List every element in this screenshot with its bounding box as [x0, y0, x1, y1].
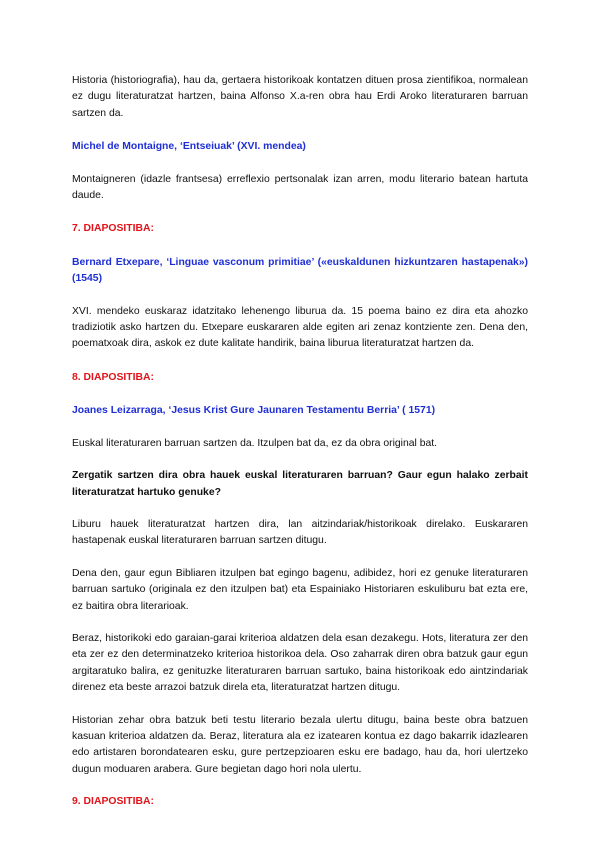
paragraph-answer-3: Beraz, historikoki edo garaian-garai kriterioa aldatzen dela esan dezakegu. Hots, literatura zer den eta zer ez den determinatzeko kriterioa historikoa dela. Oso zaharrak diren obra batzuk gaur egun argitaratuko balira, ez genituzke literaturaren barruan sartuko, baina historikoak edo aintzindariak direnez eta beste arrazoi batzuk direla eta, literaturatzat hartzen ditugu. [72, 632, 528, 694]
paragraph-etxepare: XVI. mendeko euskaraz idatzitako lehenengo liburua da. 15 poema baino ez dira eta ahozko tradiziotik asko hartzen du. Etxepare euskararen alde egiten ari zenaz kontziente zen. Dena den, poematxoak dira, askok ez dute kalitate handirik, baina liburua literaturatzat hartzen da. [72, 305, 528, 350]
heading-montaigne: Michel de Montaigne, ‘Entseiuak’ (XVI. mendea) [72, 141, 306, 153]
paragraph-historiography: Historia (historiografia), hau da, gertaera historikoak kontatzen dituen prosa zientifikoa, normalean ez dugu literaturatzat hartzen, baina Alfonso X.a-ren obra hau Erdi Aroko literaturaren barruan sartzen da. [72, 75, 528, 119]
slide-heading-7: 7. DIAPOSITIBA: [72, 223, 154, 235]
paragraph-answer-2: Dena den, gaur egun Bibliaren itzulpen bat egingo bagenu, adibidez, hori ez genuke literaturaren barruan sartuko (originala ez den itzulpen bat) eta Espainiako Historiaren eskuliburu bat ezta ere, ez baitira obra literarioak. [72, 567, 528, 612]
slide-heading-8: 8. DIAPOSITIBA: [72, 371, 154, 383]
heading-leizarraga: Joanes Leizarraga, ‘Jesus Krist Gure Jaunaren Testamentu Berria’ ( 1571) [72, 405, 436, 417]
document-page [72, 73, 528, 811]
heading-etxepare: Bernard Etxepare, ‘Linguae vasconum primitiae’ («euskaldunen hizkuntzaren hastapenak») (1545) [72, 256, 528, 285]
paragraph-leizarraga: Euskal literaturaren barruan sartzen da. Itzulpen bat da, ez da obra original bat. [72, 437, 438, 449]
paragraph-answer-1: Liburu hauek literaturatzat hartzen dira, lan aitzindariak/historikoak direlako. Euskararen hastapenak euskal literaturaren barruan sartzen ditugu. [72, 518, 528, 547]
slide-heading-9: 9. DIAPOSITIBA: [72, 796, 154, 808]
paragraph-answer-4: Historian zehar obra batzuk beti testu literario bezala ulertu ditugu, baina beste obra batzuen kasuan kriterioa aldatzen da. Beraz, literatura ala ez izatearen kontua ez dago bakarrik idazlearen edo artistaren borondatearen esku, gure pertzepzioaren esku ere badago, hau da, hori ulertzeko dugun moduaren arabera. Gure begietan dago hori nola ulertu. [72, 714, 528, 775]
question-heading: Zergatik sartzen dira obra hauek euskal literaturaren barruan? Gaur egun halako zerbait literaturatzat hartuko genuke? [72, 470, 528, 498]
paragraph-montaigne: Montaigneren (idazle frantsesa) erreflexio pertsonalak izan arren, modu literario batean hartuta daude. [72, 173, 528, 202]
